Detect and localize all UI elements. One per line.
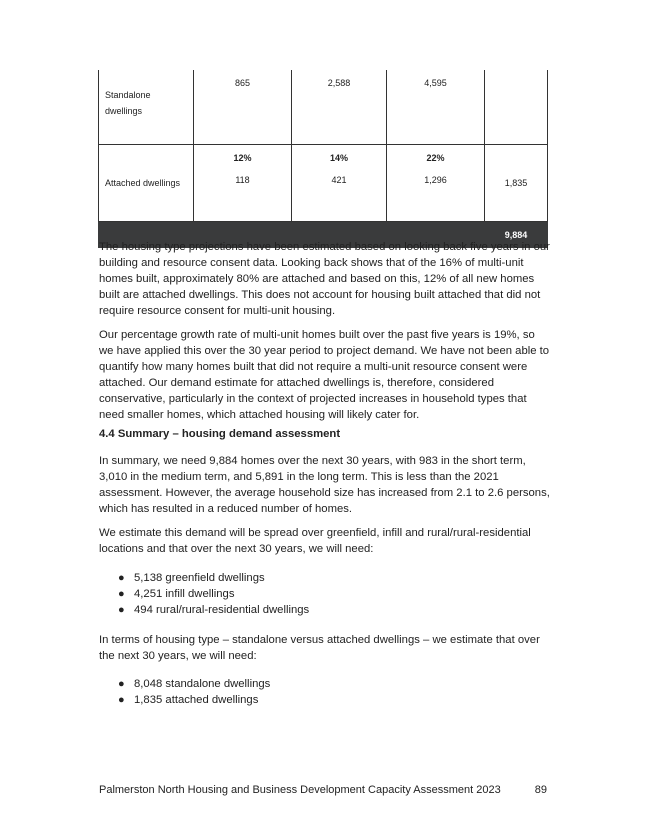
paragraph-location-spread: We estimate this demand will be spread over greenfield, infill and rural/rural-residential locations and that over the next 30 years, we will need: <box>99 527 531 555</box>
cell-long-term: 4,595 <box>387 70 485 145</box>
row-label: Attached dwellings <box>99 145 194 222</box>
housing-type-table <box>98 70 548 248</box>
value: 1,296 <box>424 175 447 185</box>
section-heading: 4.4 Summary – housing demand assessment <box>99 428 341 440</box>
grand-total: 9,884 <box>485 222 548 248</box>
percentage: 22% <box>426 153 445 163</box>
bullet-icon: ● <box>118 588 125 600</box>
list-item: ● 5,138 greenfield dwellings <box>118 572 265 584</box>
table-row-attached <box>99 145 548 222</box>
cell-short-term <box>194 145 292 222</box>
bullet-icon: ● <box>118 572 125 584</box>
cell-medium-term: 2,588 <box>292 70 387 145</box>
cell-medium-term <box>292 145 387 222</box>
cell-total <box>485 70 548 145</box>
bullet-icon: ● <box>118 678 125 690</box>
paragraph-growth-rate: Our percentage growth rate of multi-unit homes built over the past five years is 19%, so we have applied this over the 30 year period to project demand. We have not been able to quantify how many homes built that did not require a multi-unit resource consent were attached. Our demand estimate for attached dwellings is, therefore, considered conservative, particularly in the context of projected increases in household types that need smaller homes, which attached housing will likely cater for. <box>99 329 550 421</box>
location-list <box>99 570 309 618</box>
value: 118 <box>235 175 250 185</box>
housing-type-list <box>99 676 270 708</box>
percentage: 14% <box>329 153 348 163</box>
paragraph-housing-type-projections: The housing type projections have been estimated based on looking back five years in our building and resource consent data. Looking back shows that of the 16% of multi-unit homes built, approximately 80% are attached and based on this, 12% of all new homes built are attached dwellings. This does not account for housing built attached that did not require resource consent for multi-unit housing. <box>99 241 550 317</box>
cell-total: 1,835 <box>485 145 548 222</box>
cell-short-term: 865 <box>194 70 292 145</box>
bullet-icon: ● <box>118 604 125 616</box>
bullet-icon: ● <box>118 694 125 706</box>
cell-long-term <box>387 145 485 222</box>
value: 421 <box>331 175 347 185</box>
page-footer <box>99 784 547 796</box>
list-item: ● 4,251 infill dwellings <box>118 588 235 600</box>
footer-title: Palmerston North Housing and Business Development Capacity Assessment 2023 <box>99 784 501 796</box>
list-item: ● 494 rural/rural-residential dwellings <box>118 604 310 616</box>
list-item: ● 8,048 standalone dwellings <box>118 678 271 690</box>
paragraph-summary: In summary, we need 9,884 homes over the next 30 years, with 983 in the short term, 3,010 in the medium term, and 5,891 in the long term. This is less than the 2021 assessment. However, the average household size has increased from 2.1 to 2.6 persons, which has resulted in a reduced number of homes. <box>99 455 550 515</box>
table-row-standalone <box>99 70 548 145</box>
percentage: 12% <box>233 153 252 163</box>
row-label: Standalone dwellings <box>99 70 194 145</box>
list-item: ● 1,835 attached dwellings <box>118 694 259 706</box>
page-number: 89 <box>534 784 547 796</box>
paragraph-housing-type: In terms of housing type – standalone versus attached dwellings – we estimate that over the next 30 years, we will need: <box>99 634 540 662</box>
